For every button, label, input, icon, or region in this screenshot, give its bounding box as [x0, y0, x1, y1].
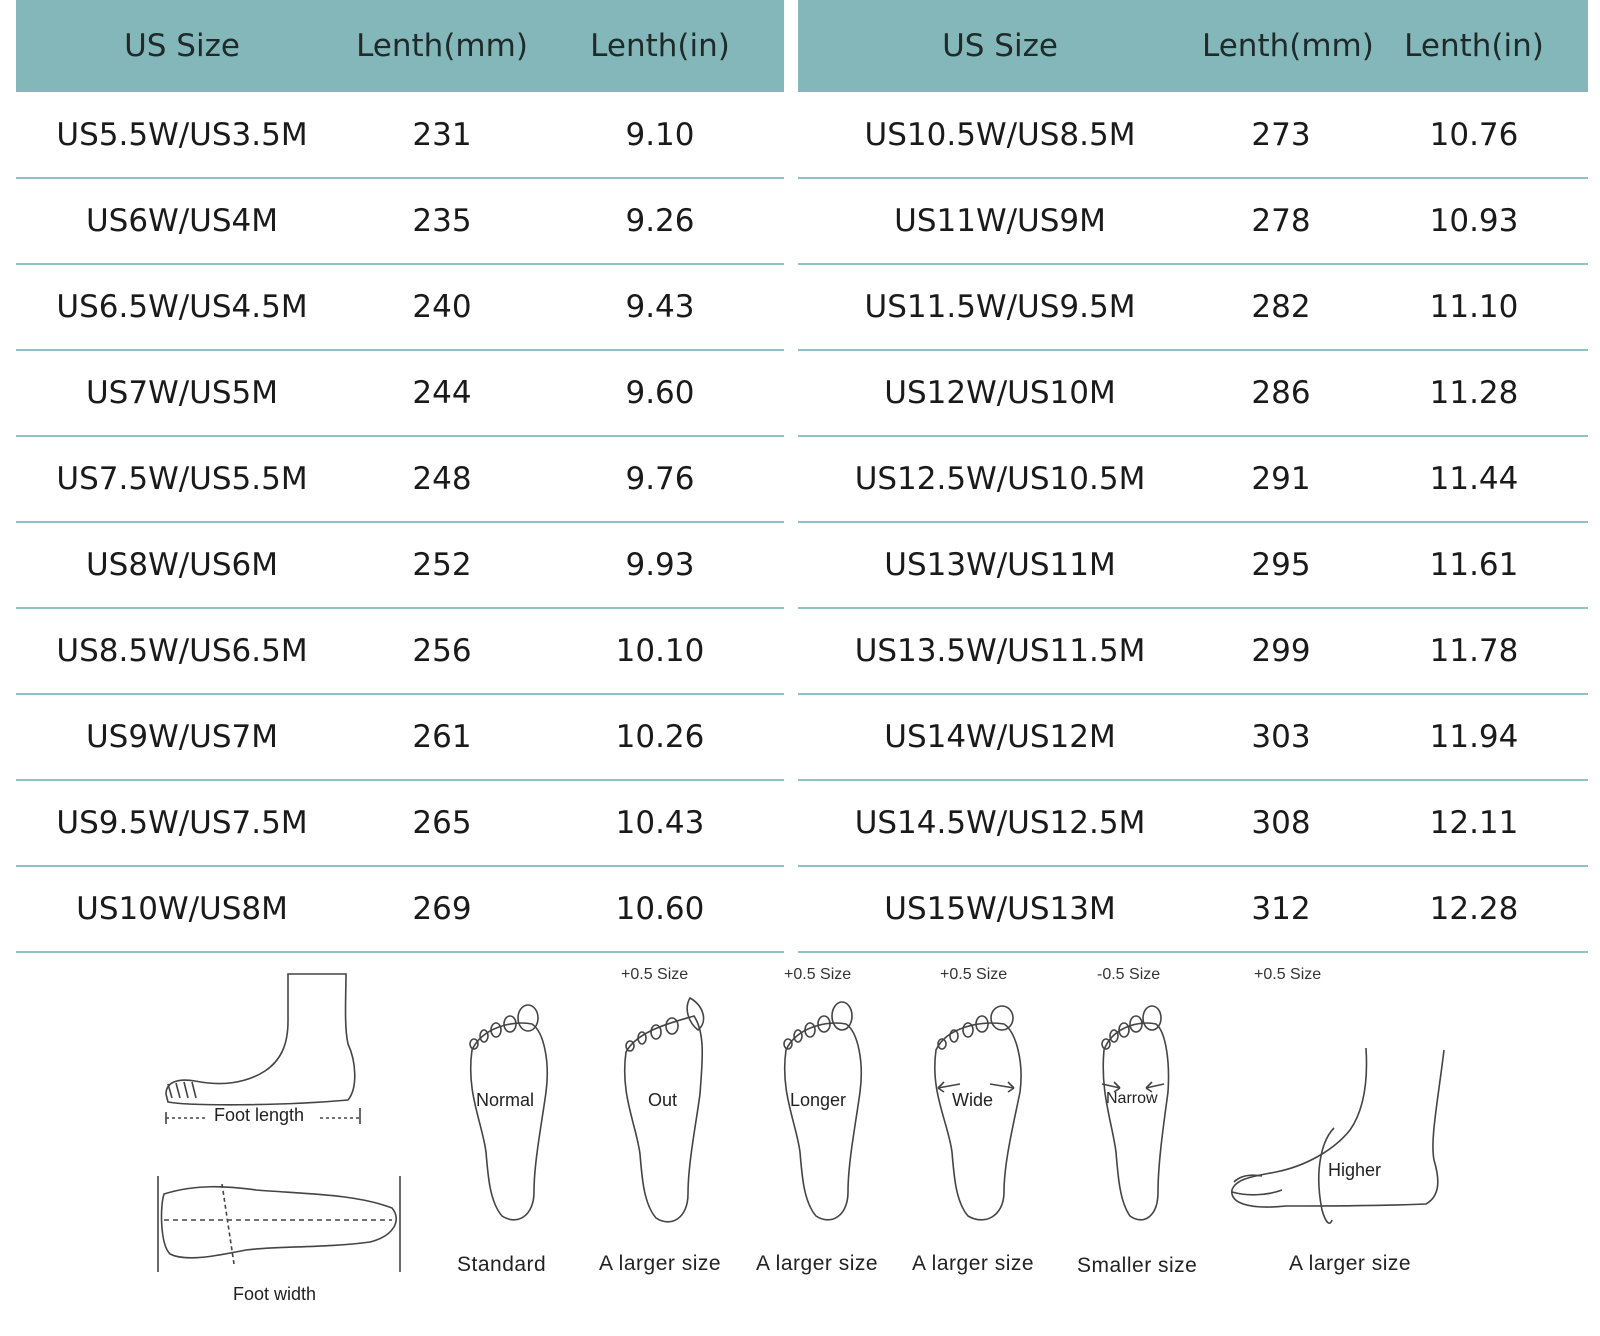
table-row	[16, 350, 784, 436]
table-header-row	[798, 0, 1588, 92]
foot-caption: Standard	[457, 1253, 547, 1276]
foot-type-label: Longer	[790, 1090, 847, 1110]
cell-length-mm: 282	[1251, 289, 1311, 325]
foot-caption: A larger size	[912, 1252, 1035, 1275]
cell-length-mm: 261	[412, 719, 472, 755]
cell-us-size: US12.5W/US10.5M	[854, 461, 1146, 497]
foot-measurement-guide	[0, 940, 1600, 1336]
foot-length-label: Foot length	[214, 1105, 305, 1125]
foot-type-label: Higher	[1328, 1160, 1382, 1180]
table-row	[16, 92, 784, 178]
table-row	[798, 522, 1588, 608]
cell-us-size: US6W/US4M	[85, 203, 279, 239]
cell-length-in: 12.28	[1429, 891, 1519, 927]
size-adjust-tag: +0.5 Size	[1254, 966, 1322, 983]
cell-length-in: 11.94	[1429, 719, 1519, 755]
cell-length-mm: 308	[1251, 805, 1311, 841]
cell-length-in: 11.78	[1429, 633, 1519, 669]
cell-length-in: 9.43	[625, 289, 695, 325]
cell-us-size: US9W/US7M	[85, 719, 279, 755]
cell-us-size: US14W/US12M	[884, 719, 1116, 755]
cell-length-mm: 278	[1251, 203, 1311, 239]
table-row	[798, 264, 1588, 350]
cell-us-size: US9.5W/US7.5M	[56, 805, 308, 841]
table-row	[16, 436, 784, 522]
table-row	[16, 780, 784, 866]
foot-caption: A larger size	[1289, 1252, 1412, 1275]
cell-length-in: 10.43	[615, 805, 705, 841]
cell-length-in: 10.93	[1429, 203, 1519, 239]
cell-length-mm: 299	[1251, 633, 1311, 669]
cell-length-mm: 256	[412, 633, 472, 669]
cell-length-mm: 252	[412, 547, 472, 583]
foot-type-label: Normal	[476, 1090, 535, 1110]
size-table-left	[16, 0, 784, 953]
cell-length-in: 10.60	[615, 891, 705, 927]
table-header-row	[16, 0, 784, 92]
foot-caption: A larger size	[599, 1252, 722, 1275]
cell-length-in: 12.11	[1429, 805, 1519, 841]
cell-us-size: US13.5W/US11.5M	[854, 633, 1146, 669]
cell-length-in: 9.76	[625, 461, 695, 497]
cell-length-mm: 312	[1251, 891, 1311, 927]
table-row	[16, 694, 784, 780]
table-row	[16, 522, 784, 608]
cell-length-mm: 231	[412, 116, 472, 153]
table-row	[798, 92, 1588, 178]
foot-narrow-icon	[1094, 1002, 1184, 1224]
foot-high-arch-icon	[1226, 1040, 1456, 1230]
cell-length-in: 9.10	[625, 116, 695, 153]
cell-length-mm: 240	[412, 289, 472, 325]
cell-length-mm: 269	[412, 891, 472, 927]
foot-type-label: Wide	[952, 1090, 994, 1110]
cell-length-mm: 265	[412, 805, 472, 841]
cell-length-in: 11.44	[1429, 461, 1519, 497]
cell-length-mm: 303	[1251, 719, 1311, 755]
cell-us-size: US12W/US10M	[884, 375, 1116, 411]
foot-width-label: Foot width	[233, 1284, 317, 1304]
size-adjust-tag: +0.5 Size	[940, 966, 1008, 983]
cell-length-mm: 295	[1251, 547, 1311, 583]
cell-us-size: US13W/US11M	[884, 547, 1116, 583]
foot-type-label: Narrow	[1106, 1090, 1158, 1107]
cell-length-in: 9.26	[625, 203, 695, 239]
foot-caption: A larger size	[756, 1252, 879, 1275]
cell-us-size: US6.5W/US4.5M	[56, 289, 308, 325]
cell-length-mm: 248	[412, 461, 472, 497]
header-us-size: US Size	[124, 28, 240, 64]
cell-length-in: 10.10	[615, 633, 705, 669]
size-adjust-tag: +0.5 Size	[784, 966, 852, 983]
foot-top-view-icon	[156, 1176, 406, 1276]
cell-us-size: US10.5W/US8.5M	[864, 116, 1136, 153]
header-length-mm: Lenth(mm)	[356, 28, 528, 64]
foot-caption: Smaller size	[1077, 1254, 1198, 1277]
size-adjust-tag: -0.5 Size	[1097, 966, 1161, 983]
cell-us-size: US7.5W/US5.5M	[56, 461, 308, 497]
table-row	[16, 178, 784, 264]
foot-wide-icon	[930, 1002, 1036, 1224]
cell-us-size: US14.5W/US12.5M	[854, 805, 1146, 841]
header-length-in: Lenth(in)	[1404, 28, 1544, 64]
cell-us-size: US5.5W/US3.5M	[56, 116, 308, 153]
cell-us-size: US10W/US8M	[76, 891, 288, 927]
cell-length-in: 11.28	[1429, 375, 1519, 411]
cell-length-in: 9.93	[625, 547, 695, 583]
table-row	[798, 436, 1588, 522]
table-row	[798, 178, 1588, 264]
header-length-in: Lenth(in)	[590, 28, 730, 64]
table-row	[798, 694, 1588, 780]
cell-us-size: US8.5W/US6.5M	[56, 633, 308, 669]
cell-length-in: 11.10	[1429, 289, 1519, 325]
cell-us-size: US11.5W/US9.5M	[864, 289, 1136, 325]
header-us-size: US Size	[942, 28, 1058, 64]
table-row	[16, 264, 784, 350]
cell-length-mm: 235	[412, 203, 472, 239]
cell-length-mm: 244	[412, 375, 472, 411]
table-row	[16, 608, 784, 694]
cell-length-in: 11.61	[1429, 547, 1519, 583]
table-row	[798, 350, 1588, 436]
cell-length-mm: 286	[1251, 375, 1311, 411]
header-length-mm: Lenth(mm)	[1202, 28, 1374, 64]
foot-longer-icon	[776, 1002, 876, 1224]
cell-us-size: US7W/US5M	[85, 375, 279, 411]
cell-us-size: US15W/US13M	[884, 891, 1116, 927]
table-row	[798, 780, 1588, 866]
cell-length-mm: 291	[1251, 461, 1311, 497]
cell-length-in: 9.60	[625, 375, 695, 411]
cell-length-mm: 273	[1251, 116, 1311, 153]
foot-type-label: Out	[648, 1090, 678, 1110]
size-table-right	[798, 0, 1588, 953]
table-row	[798, 608, 1588, 694]
size-adjust-tag: +0.5 Size	[621, 966, 689, 983]
foot-normal-icon	[462, 1002, 562, 1224]
cell-length-in: 10.26	[615, 719, 705, 755]
cell-us-size: US11W/US9M	[894, 203, 1106, 239]
cell-us-size: US8W/US6M	[85, 547, 279, 583]
cell-length-in: 10.76	[1429, 116, 1519, 153]
